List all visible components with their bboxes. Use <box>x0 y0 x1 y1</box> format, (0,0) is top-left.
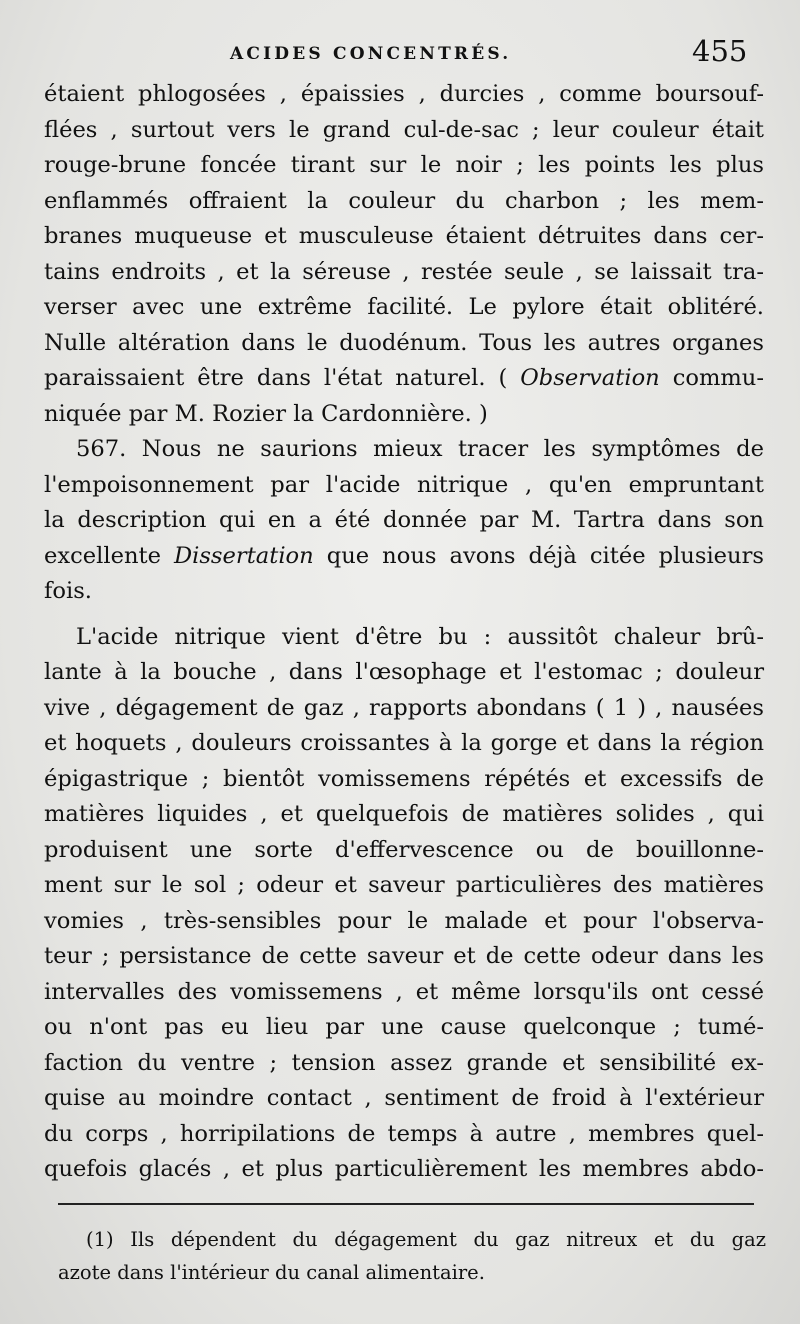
text-line: fois. <box>44 578 92 604</box>
text-line: quefois glacés , et plus particulièrement les membres abdo- <box>44 1156 764 1182</box>
text-line: L'acide nitrique vient d'être bu : aussitôt chaleur brû- <box>76 623 764 650</box>
text-line: étaient phlogosées , épaissies , durcies , comme boursouf- <box>44 81 764 107</box>
text-line: 567. Nous ne saurions mieux tracer les symptômes de <box>76 436 764 462</box>
text-line: verser avec une extrême facilité. Le pylore était oblitéré. <box>44 294 764 320</box>
text-line: paraissaient être dans l'état naturel. ( Observation commu- <box>44 365 764 391</box>
text-line: vomies , très-sensibles pour le malade et pour l'observa- <box>44 907 764 934</box>
running-title: ACIDES CONCENTRÉS. <box>230 44 512 64</box>
footnote-line: (1) Ils dépendent du dégagement du gaz nitreux et du gaz <box>86 1228 766 1251</box>
text-line: ou n'ont pas eu lieu par une cause quelconque ; tumé- <box>44 1014 764 1040</box>
text-line: tains endroits , et la séreuse , restée seule , se laissait tra- <box>44 258 764 285</box>
footnote-divider <box>58 1203 754 1205</box>
body-text <box>44 77 764 1188</box>
text-line: lante à la bouche , dans l'œsophage et l'estomac ; douleur <box>44 659 764 685</box>
text-line: ment sur le sol ; odeur et saveur particulières des matières <box>44 872 764 898</box>
text-line: intervalles des vomissemens , et même lorsqu'ils ont cessé <box>44 978 764 1005</box>
text-line: Nulle altération dans le duodénum. Tous les autres organes <box>44 329 764 356</box>
text-line: rouge-brune foncée tirant sur le noir ; les points les plus <box>44 152 764 178</box>
text-line: la description qui en a été donnée par M. Tartra dans son <box>44 507 764 533</box>
text-line: matières liquides , et quelquefois de matières solides , qui <box>44 801 764 827</box>
footnote-line: azote dans l'intérieur du canal alimentaire. <box>58 1261 485 1284</box>
text-line: niquée par M. Rozier la Cardonnière. ) <box>44 400 488 427</box>
page-number: 455 <box>692 34 748 68</box>
text-line: vive , dégagement de gaz , rapports abondans ( 1 ) , nausées <box>44 694 764 721</box>
text-line: du corps , horripilations de temps à autre , membres quel- <box>44 1120 764 1147</box>
text-line: et hoquets , douleurs croissantes à la gorge et dans la région <box>44 730 764 756</box>
text-line: épigastrique ; bientôt vomissemens répétés et excessifs de <box>44 765 764 792</box>
footnote <box>58 1223 766 1289</box>
text-line: excellente Dissertation que nous avons déjà citée plusieurs <box>44 542 764 569</box>
text-line: quise au moindre contact , sentiment de froid à l'extérieur <box>44 1085 764 1111</box>
text-line: enflammés offraient la couleur du charbon ; les mem- <box>44 187 764 214</box>
text-line: teur ; persistance de cette saveur et de cette odeur dans les <box>44 943 764 969</box>
text-line: produisent une sorte d'effervescence ou de bouillonne- <box>44 836 764 863</box>
text-line: l'empoisonnement par l'acide nitrique , qu'en empruntant <box>44 471 764 498</box>
page-header <box>0 32 800 72</box>
text-line: faction du ventre ; tension assez grande et sensibilité ex- <box>44 1049 764 1076</box>
text-line: flées , surtout vers le grand cul-de-sac ; leur couleur était <box>44 116 764 143</box>
text-line: branes muqueuse et musculeuse étaient détruites dans cer- <box>44 223 764 249</box>
